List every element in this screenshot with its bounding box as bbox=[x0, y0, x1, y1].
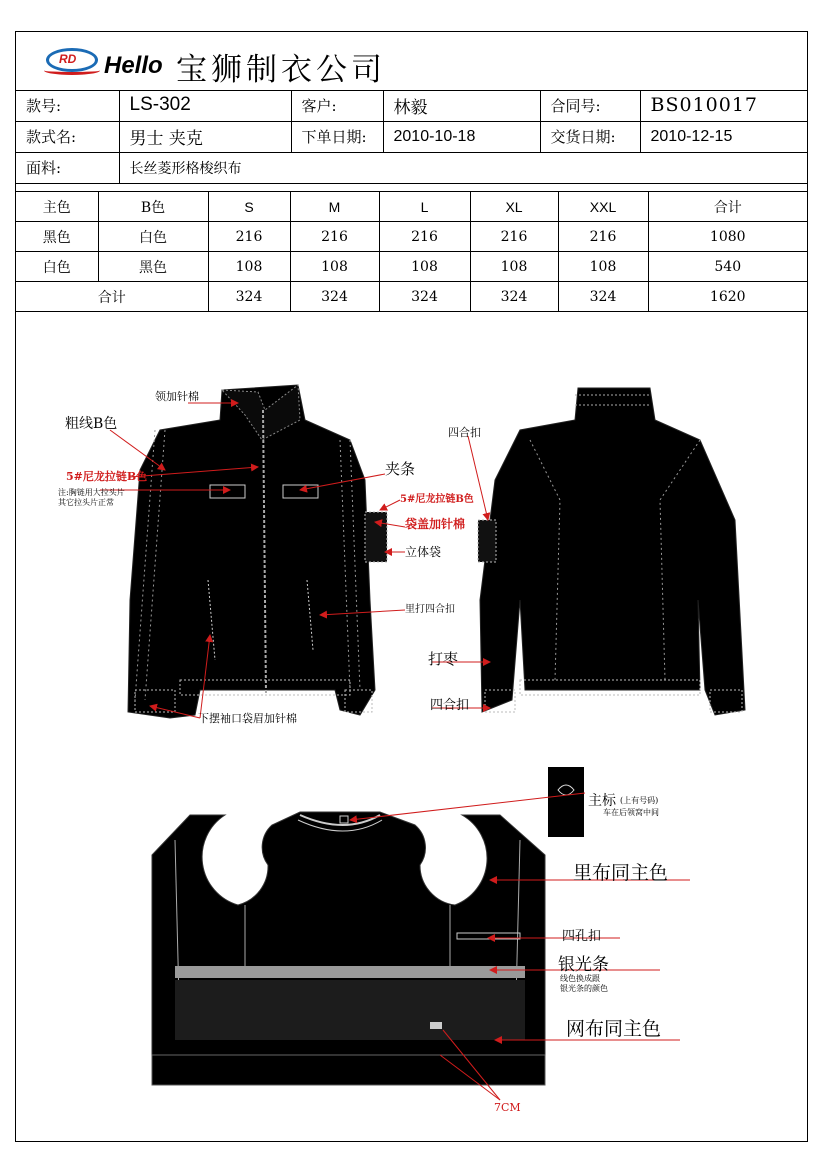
annotation-silver-note1: 线色换成跟 bbox=[560, 974, 600, 983]
qty-header: M bbox=[290, 192, 379, 222]
qty-header: S bbox=[208, 192, 290, 222]
logo-text: RD bbox=[59, 52, 77, 66]
annotation-measure: 7CM bbox=[494, 1101, 521, 1114]
qty-header: B色 bbox=[98, 192, 208, 222]
annotation-four-hole-button: 四孔扣 bbox=[562, 929, 602, 944]
brand-name: Hello bbox=[104, 52, 163, 79]
main-label-swatch bbox=[548, 767, 584, 837]
qty-total-label: 合计 bbox=[16, 282, 208, 312]
jacket-front bbox=[128, 385, 387, 718]
order-date: 2010-10-18 bbox=[383, 121, 540, 152]
annotation-inner-snap: 里打四合扣 bbox=[405, 604, 455, 615]
annotation-silver-strip: 银光条 bbox=[558, 955, 609, 975]
annotation-hem-cuff: 下摆袖口袋眉加针棉 bbox=[198, 712, 297, 725]
annotation-main-label-note2: 车在后领窝中间 bbox=[603, 808, 659, 817]
annotation-snap-bottom: 四合扣 bbox=[430, 698, 470, 713]
annotation-zipper-note: 注:胸链用大拉头片 其它拉头片正常 bbox=[58, 488, 125, 507]
annotation-3d-pocket: 立体袋 bbox=[405, 545, 442, 559]
annotation-mesh: 网布同主色 bbox=[566, 1018, 662, 1040]
customer: 林毅 bbox=[383, 90, 540, 121]
style-no: LS-302 bbox=[119, 90, 291, 121]
annotation-main-label-note1: (上有号码) bbox=[620, 796, 659, 805]
style-no-label: 款号: bbox=[16, 90, 119, 121]
qty-cell: 108 bbox=[290, 252, 379, 282]
qty-total: 324 bbox=[558, 282, 648, 312]
customer-label: 客户: bbox=[291, 90, 383, 121]
order-date-label: 下单日期: bbox=[291, 121, 383, 152]
qty-cell: 108 bbox=[470, 252, 558, 282]
annotation-clip: 夹条 bbox=[385, 460, 416, 478]
annotation-lining: 里布同主色 bbox=[573, 862, 669, 884]
delivery-label: 交货日期: bbox=[540, 121, 640, 152]
delivery-date: 2010-12-15 bbox=[640, 121, 807, 152]
fabric-label: 面料: bbox=[16, 152, 119, 183]
qty-cell: 216 bbox=[208, 222, 290, 252]
annotation-snap-top: 四合扣 bbox=[448, 426, 481, 439]
qty-cell: 108 bbox=[208, 252, 290, 282]
qty-cell: 白色 bbox=[16, 252, 98, 282]
qty-total: 324 bbox=[470, 282, 558, 312]
qty-cell: 1080 bbox=[648, 222, 807, 252]
contract-no: BS010017 bbox=[640, 90, 807, 121]
qty-cell: 216 bbox=[470, 222, 558, 252]
qty-total: 324 bbox=[290, 282, 379, 312]
qty-header: XL bbox=[470, 192, 558, 222]
jacket-back bbox=[478, 388, 745, 715]
style-name-label: 款式名: bbox=[16, 121, 119, 152]
qty-cell: 黑色 bbox=[98, 252, 208, 282]
qty-cell: 216 bbox=[379, 222, 470, 252]
qty-header: 合计 bbox=[648, 192, 807, 222]
qty-total: 1620 bbox=[648, 282, 807, 312]
annotation-silver-note2: 银光条的颜色 bbox=[560, 984, 608, 993]
qty-cell: 216 bbox=[290, 222, 379, 252]
annotation-zipper: 5#尼龙拉链B色 bbox=[66, 470, 148, 483]
qty-header: XXL bbox=[558, 192, 648, 222]
company-name: 宝狮制衣公司 bbox=[176, 52, 386, 88]
annotation-flap: 袋盖加针棉 bbox=[405, 517, 466, 531]
qty-header: L bbox=[379, 192, 470, 222]
lining-view bbox=[152, 812, 545, 1085]
contract-label: 合同号: bbox=[540, 90, 640, 121]
annotation-bartack: 打枣 bbox=[428, 650, 459, 668]
annotation-main-label: 主标 bbox=[588, 793, 616, 809]
style-name: 男士 夹克 bbox=[119, 121, 291, 152]
annotation-collar: 领加针棉 bbox=[155, 390, 199, 403]
annotation-zipper-2: 5#尼龙拉链B色 bbox=[400, 494, 474, 505]
qty-cell: 108 bbox=[379, 252, 470, 282]
annotation-thick-thread: 粗线B色 bbox=[65, 416, 118, 432]
qty-cell: 白色 bbox=[98, 222, 208, 252]
qty-cell: 108 bbox=[558, 252, 648, 282]
qty-header: 主色 bbox=[16, 192, 98, 222]
qty-cell: 黑色 bbox=[16, 222, 98, 252]
qty-total: 324 bbox=[208, 282, 290, 312]
qty-cell: 540 bbox=[648, 252, 807, 282]
qty-cell: 216 bbox=[558, 222, 648, 252]
fabric: 长丝菱形格梭织布 bbox=[119, 152, 807, 183]
qty-total: 324 bbox=[379, 282, 470, 312]
